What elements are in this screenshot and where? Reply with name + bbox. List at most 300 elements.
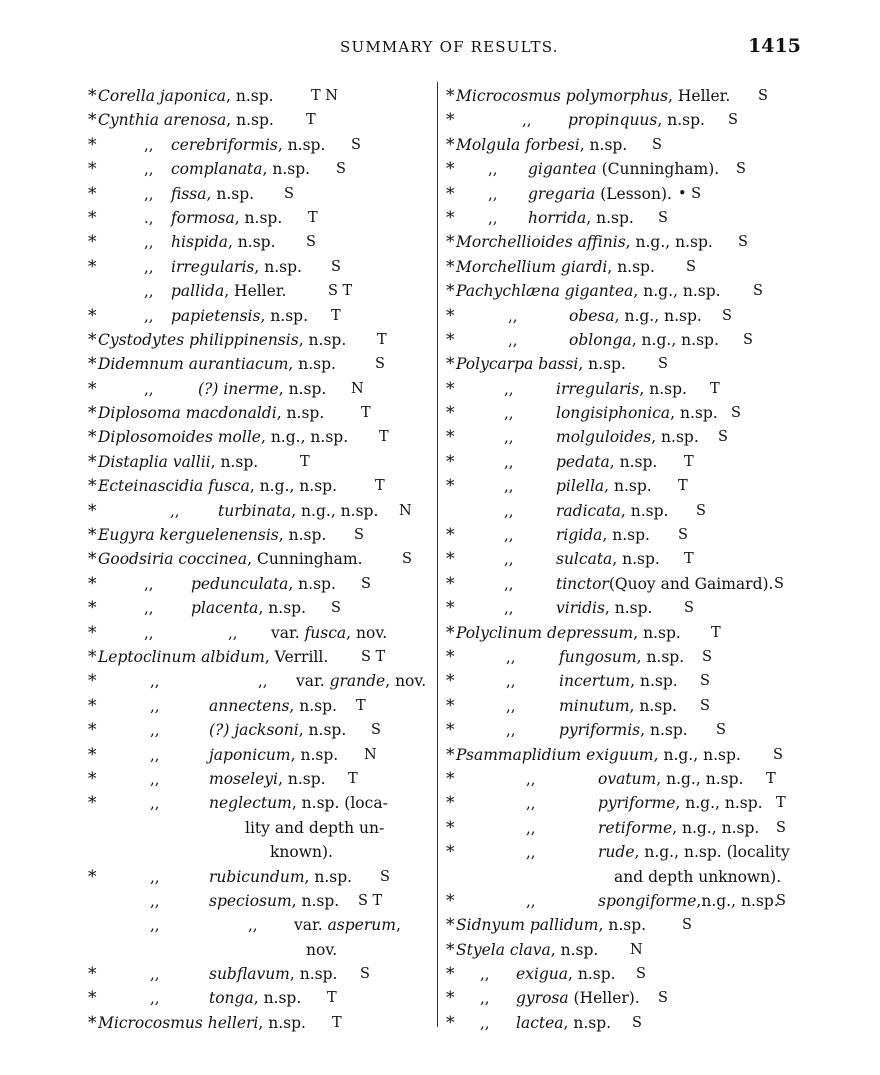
species-authority: , n.sp. [210,452,259,471]
ditto-mark: ,, [504,599,514,618]
variety-line [296,669,426,693]
species-name: oblonga [569,330,632,349]
species-name: exigua [516,965,569,984]
species-authority: , n.sp. [568,965,616,984]
species-authority: , n.sp. [598,916,647,935]
species-name: gigantea [528,160,597,179]
new-species-marker: * [88,427,97,448]
species-entry [446,157,798,181]
ditto-mark: ,, [504,550,514,569]
species-name: Cynthia arenosa [98,111,227,130]
species-entry [88,206,433,230]
locality-code: S [636,966,646,983]
species-name-line [556,474,652,498]
new-species-marker: * [446,451,455,472]
species-name-line [171,304,308,328]
species-entry [446,767,798,791]
locality-code: S [658,990,668,1007]
species-name: Diplosomoides molle [98,428,261,447]
species-name-line [556,572,773,596]
species-name-line [98,523,326,547]
new-species-marker: * [88,720,97,741]
ditto-mark: ,, [144,257,154,276]
new-species-marker: * [88,378,97,399]
species-entry [88,425,433,449]
species-entry [446,743,798,767]
species-name: rubicundum [209,867,305,886]
species-name-line [209,986,301,1010]
species-name-line [516,986,640,1010]
new-species-marker: * [446,890,455,911]
species-authority: , n.sp. [278,526,327,545]
species-name: neglectum [209,794,292,813]
locality-code: S [371,722,381,739]
locality-code: S [678,527,688,544]
species-name-line [456,352,626,376]
variety-suffix: , nov. [385,672,427,691]
species-authority: , n.sp. [226,87,274,105]
new-species-marker: * [446,646,455,667]
species-authority: , n.sp. [609,452,658,471]
species-name: turbinata [218,501,292,520]
species-name-line [569,328,719,352]
species-name-line [171,133,325,157]
species-name: sulcata [556,550,613,569]
species-entry [446,913,798,937]
species-entry [446,255,798,279]
species-entry [446,962,798,986]
species-authority: , n.sp. [278,769,326,788]
locality-code: T [711,624,721,641]
species-authority: , n.sp. [636,647,685,666]
species-name: Sidnyum pallidum [456,916,599,935]
locality-code: S [284,185,294,202]
species-name-line [456,84,730,108]
species-authority: , n.g., n.sp. [614,306,702,325]
species-name: rude [598,843,635,862]
new-species-marker: * [88,207,97,228]
ditto-mark: ,, [480,965,490,984]
locality-code: S [773,746,783,763]
species-name-line [98,352,336,376]
species-authority: , n.g., n.sp. [625,233,713,252]
locality-code: T [361,405,371,422]
species-name-line [556,425,699,449]
ditto-mark: ,, [228,623,238,642]
locality-code: T [356,697,366,714]
species-name: japonicum [209,745,291,764]
species-authority: , n.sp. [298,721,347,740]
species-authority: , n.sp. [253,989,302,1008]
species-authority: , n.sp. [290,745,339,764]
species-name-line [556,596,653,620]
locality-code: S [776,892,786,909]
species-name: Polyclinum depressum [456,623,634,642]
species-name: moseleyi [209,769,279,788]
species-name-line [456,133,627,157]
locality-code: S T [328,283,353,300]
species-entry [446,377,798,401]
species-name: Distaplia vallii [98,452,211,471]
species-entry [446,694,798,718]
new-species-marker: * [446,939,455,960]
locality-code: T [776,795,786,812]
new-species-marker: * [88,476,97,497]
continuation-text: nov. [306,940,338,959]
species-authority: , n.sp. [277,135,326,154]
ditto-mark: ,, [144,233,154,252]
species-name-line [98,328,346,352]
species-name: hispida [171,233,228,252]
new-species-marker: * [88,793,97,814]
species-entry [446,499,798,523]
ditto-mark: ,, [144,599,154,618]
species-entry [88,621,433,645]
species-name-line [98,474,337,498]
species-name-line [209,865,352,889]
locality-code: S [700,697,710,714]
ditto-mark: ,, [150,916,160,935]
species-entry [88,913,433,937]
new-species-marker: * [88,988,97,1009]
new-species-marker: * [446,378,455,399]
species-name-line [556,401,718,425]
species-authority: , n.sp. [563,1013,612,1032]
species-name-line [209,889,339,913]
species-name: retiforme [598,818,673,837]
locality-code: S [331,600,341,617]
ditto-mark: ,, [144,160,154,179]
species-entry [88,133,433,157]
locality-code: S [696,502,706,519]
species-name-line [528,206,634,230]
locality-code: S [743,331,753,348]
species-entry [446,425,798,449]
species-name-line [209,718,346,742]
species-authority: (Heller). [568,989,640,1008]
species-authority: , n.sp. [258,1013,306,1032]
species-entry [88,450,433,474]
new-species-marker: * [88,451,97,472]
species-name: Goodsiria coccinea [98,550,248,569]
species-name-line [98,645,328,669]
new-species-marker: * [88,573,97,594]
ditto-mark: ,, [150,696,160,715]
species-entry [88,669,433,693]
new-species-marker: * [446,720,455,741]
locality-code: T [306,112,316,129]
species-entry [88,767,433,791]
locality-code: S [351,136,361,153]
species-name: molguloides [556,428,652,447]
species-name: Cystodytes philippinensis [98,330,299,349]
locality-code: S [354,527,364,544]
page-number: 1415 [748,35,801,57]
species-authority: , n.sp. [227,233,276,252]
species-entry [88,865,433,889]
species-authority: (Quoy and Gaimard). [608,574,774,593]
ditto-mark: ,, [480,989,490,1008]
species-authority: , n.sp. [258,599,307,618]
ditto-mark: ,, [150,794,160,813]
species-name: placenta [191,599,259,618]
species-name-line [191,572,336,596]
species-name-line [598,889,779,913]
species-entry [446,621,798,645]
continuation-text: known). [270,843,333,862]
species-name: horrida [528,208,587,227]
species-name-line [209,743,338,767]
species-entry [446,816,798,840]
species-name: Didemnum aurantiacum [98,355,289,374]
species-entry [88,986,433,1010]
ditto-mark: ,, [488,184,498,203]
species-entry [88,523,433,547]
continuation-text: lity and depth un- [245,818,385,837]
species-entry [446,474,798,498]
species-name: spongiforme [598,891,697,910]
new-species-marker: * [446,354,455,375]
species-entry [446,279,798,303]
locality-code: T [766,770,776,787]
new-species-marker: * [446,768,455,789]
variety-name: grande [329,672,386,691]
ditto-mark: ,, [248,916,258,935]
species-authority: , n.sp. [651,428,699,447]
locality-code: S [758,88,768,104]
species-authority: , n.sp. (loca- [291,794,388,813]
species-authority: , n.g., n.sp. [656,769,744,788]
species-name: irregularis [171,257,255,276]
locality-code: T [308,209,318,226]
locality-code: S [658,356,668,373]
locality-code: S [774,575,784,592]
new-species-marker: * [88,1012,97,1033]
locality-code: S [731,405,741,422]
species-entry [446,401,798,425]
new-species-marker: * [88,134,97,155]
ditto-mark: ,, [504,379,514,398]
locality-code: T N [311,88,338,104]
ditto-mark: ,, [144,379,154,398]
new-species-marker: * [88,964,97,985]
variety-suffix: , [395,916,401,935]
species-authority: , n.sp. [640,721,688,740]
locality-code: T [710,380,720,397]
locality-code: T [377,331,387,348]
ditto-mark: ,, [526,843,536,862]
locality-code: S [402,551,412,568]
ditto-mark: ,, [526,794,536,813]
locality-code: S T [358,892,383,909]
locality-code: S [700,673,710,690]
species-entry [88,645,433,669]
ditto-mark: ,, [504,501,514,520]
species-name: fungosum [559,647,637,666]
locality-code: S [716,722,726,739]
species-entry [88,547,433,571]
species-entry [446,547,798,571]
species-entry [446,206,798,230]
species-name-line [556,499,669,523]
locality-code: S [738,234,748,251]
new-species-marker: * [88,671,97,692]
species-name-line [528,182,672,206]
variety-name: asperum [327,916,396,935]
species-entry [446,352,798,376]
species-name: pallida [171,282,225,301]
species-name-line [98,547,363,571]
new-species-marker: * [88,768,97,789]
new-species-marker: * [88,110,97,131]
species-name: Styela clava [456,940,551,959]
new-species-marker: * [446,744,455,765]
species-entry [88,230,433,254]
locality-code: S [736,161,746,178]
new-species-marker: * [446,817,455,838]
species-name: Morchellium giardi [456,257,608,276]
species-authority: , Cunningham. [247,550,363,569]
species-entry [88,694,433,718]
locality-code: S [682,917,692,934]
new-species-marker: * [446,476,455,497]
new-species-marker: * [88,622,97,643]
new-species-marker: * [446,86,455,106]
ditto-mark: ,, [504,477,514,496]
species-name: minutum [559,696,630,715]
species-name: subflavum [209,965,290,984]
species-name-line [98,1011,306,1035]
new-species-marker: * [446,793,455,814]
species-name-line [98,401,324,425]
ditto-mark: ,, [150,769,160,788]
species-name: gyrosa [516,989,569,1008]
species-name-line [456,913,646,937]
species-authority: , n.g., n.sp. (locality [634,843,790,862]
variety-line [271,621,387,645]
species-entry [446,865,798,889]
new-species-marker: * [446,549,455,570]
locality-code: S [776,819,786,836]
species-entry [446,718,798,742]
new-species-marker: * [88,525,97,546]
locality-code: N [351,380,364,397]
new-species-marker: * [88,159,97,180]
species-entry [446,596,798,620]
ditto-mark: ,, [526,769,536,788]
species-authority: (Cunningham). [596,160,720,179]
locality-code: S [361,575,371,592]
right-column [446,84,798,1035]
species-entry [88,108,433,132]
locality-code: S [380,868,390,885]
species-name-line [568,108,705,132]
species-name: lactea [516,1013,564,1032]
ditto-mark: ,, [504,452,514,471]
species-name-line [209,791,388,815]
species-name: Microcosmus polymorphus [456,87,669,105]
species-authority: , n.g., n.sp. [291,501,379,520]
species-name: tonga [209,989,254,1008]
species-name: propinquus [568,111,658,130]
species-entry [88,255,433,279]
locality-code: N [364,746,377,763]
new-species-marker: * [88,354,97,375]
species-authority: , Verrill. [264,647,329,666]
ditto-mark: ,, [526,818,536,837]
species-authority: , n.sp. [630,672,678,691]
species-authority: , n.sp. [579,135,628,154]
species-name: Polycarpa bassi [456,355,579,374]
species-authority: , n.sp. [298,330,347,349]
species-name-line [456,279,721,303]
locality-code: S [722,307,732,324]
locality-code: T [327,990,337,1007]
ditto-mark: ,, [144,306,154,325]
species-name: Diplosoma macdonaldi [98,404,277,423]
species-name-line [528,157,719,181]
species-name: pedata [556,452,610,471]
species-authority: , n.sp. [629,696,678,715]
species-entry [446,304,798,328]
species-entry [88,157,433,181]
new-species-marker: * [446,305,455,326]
new-species-marker: * [446,183,455,204]
locality-code: S [753,283,763,300]
species-name-line [456,938,598,962]
species-entry [88,791,433,815]
locality-code: T [684,453,694,470]
species-entry [88,840,433,864]
locality-code: S [684,600,694,617]
species-name-line [559,718,688,742]
new-species-marker: * [88,403,97,424]
species-entry [88,377,433,401]
species-name: speciosum [209,891,292,910]
locality-code: S [306,234,316,251]
species-entry [446,108,798,132]
species-entry [88,499,433,523]
species-name: complanata [171,160,263,179]
species-entry [88,1011,433,1035]
species-name: longisiphonica [556,404,671,423]
species-name-line [556,547,660,571]
ditto-mark: ,, [150,965,160,984]
species-authority: , n.sp. [262,160,311,179]
new-species-marker: * [446,159,455,180]
ditto-mark: ,, [150,745,160,764]
locality-code: T [375,478,385,495]
species-entry [88,572,433,596]
ditto-mark: ,, [144,282,154,301]
new-species-marker: * [446,427,455,448]
new-species-marker: * [446,964,455,985]
locality-code: S [718,429,728,446]
species-entry [446,133,798,157]
ditto-mark: ,, [526,891,536,910]
species-authority: , n.sp. [612,550,660,569]
species-entry [88,962,433,986]
ditto-mark: ,, [258,672,268,691]
species-name: Pachychlæna gigantea [456,282,634,301]
species-authority: , n.g., n.sp. [653,745,741,764]
column-divider [437,82,438,1027]
species-name: radicata [556,501,621,520]
ditto-mark: ., [144,208,154,227]
new-species-marker: * [446,134,455,155]
ditto-mark: ,, [508,306,518,325]
locality-code: S [331,258,341,275]
